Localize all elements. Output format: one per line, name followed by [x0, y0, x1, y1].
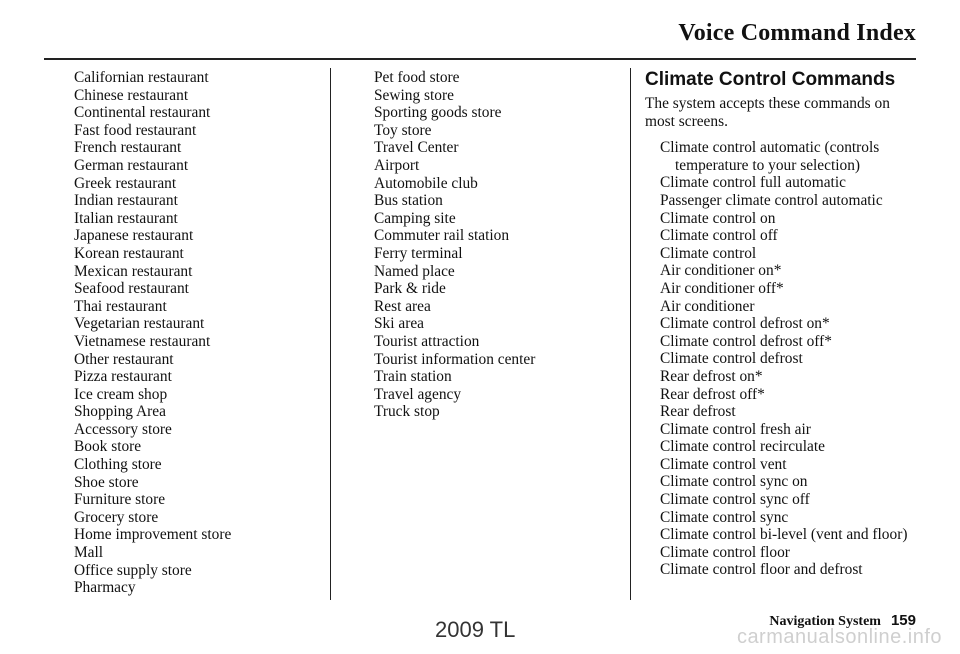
- model-watermark: 2009 TL: [435, 617, 516, 642]
- list-item: Bus station: [374, 192, 443, 210]
- command-item: Climate control sync on: [660, 473, 808, 491]
- poi-list-column-2: [374, 69, 624, 421]
- column-divider-2: [630, 68, 631, 600]
- list-item: Vietnamese restaurant: [74, 332, 211, 350]
- list-item: Pharmacy: [74, 579, 136, 597]
- list-item: Tourist information center: [374, 350, 536, 368]
- climate-command-list: [645, 139, 935, 579]
- list-item: Ski area: [374, 315, 424, 333]
- command-item: Air conditioner on*: [660, 262, 782, 280]
- command-item: Climate control off: [660, 227, 778, 245]
- list-item: Commuter rail station: [374, 227, 510, 245]
- command-item: Climate control fresh air: [660, 420, 811, 438]
- list-item: Indian restaurant: [74, 192, 178, 210]
- command-item: Climate control on: [660, 209, 776, 227]
- list-item: Travel agency: [374, 385, 462, 403]
- list-item: Vegetarian restaurant: [74, 315, 205, 333]
- column-divider-1: [330, 68, 331, 600]
- list-item: Greek restaurant: [74, 174, 177, 192]
- list-item: Book store: [74, 438, 142, 456]
- command-item: Climate control floor: [660, 543, 790, 561]
- list-item: Travel Center: [374, 139, 459, 157]
- poi-list-column-1: [74, 69, 324, 597]
- command-item: Climate control vent: [660, 455, 787, 473]
- list-item: Japanese restaurant: [74, 227, 194, 245]
- list-item: Thai restaurant: [74, 297, 167, 315]
- list-item: Seafood restaurant: [74, 280, 189, 298]
- list-item: Airport: [374, 156, 420, 174]
- list-item: Pizza restaurant: [74, 368, 172, 386]
- command-item: Climate control defrost: [660, 350, 803, 368]
- list-item: Ice cream shop: [74, 385, 168, 403]
- page-header-title: Voice Command Index: [678, 20, 916, 46]
- command-item: Climate control sync off: [660, 491, 810, 509]
- list-item: Pet food store: [374, 69, 460, 86]
- command-item: Air conditioner off*: [660, 279, 784, 297]
- list-item: Sewing store: [374, 86, 454, 104]
- list-item: Mall: [74, 544, 104, 562]
- list-item: Chinese restaurant: [74, 86, 189, 104]
- list-item: Automobile club: [374, 174, 478, 192]
- page-number: 159: [890, 612, 916, 629]
- list-item: Ferry terminal: [374, 244, 463, 262]
- command-item: Passenger climate control automatic: [660, 191, 883, 209]
- list-item: Accessory store: [74, 420, 172, 438]
- list-item: Italian restaurant: [74, 209, 178, 227]
- list-item: Fast food restaurant: [74, 121, 197, 139]
- list-item: Train station: [374, 368, 452, 386]
- list-item: Korean restaurant: [74, 244, 184, 262]
- command-item: Climate control full automatic: [660, 174, 846, 192]
- climate-section: [645, 69, 935, 579]
- site-watermark: carmanualsonline.info: [736, 626, 942, 648]
- list-item: Sporting goods store: [374, 104, 502, 122]
- command-item: Climate control defrost off*: [660, 332, 832, 350]
- list-item: Shopping Area: [74, 403, 166, 421]
- command-item: Climate control bi-level (vent and floor): [660, 526, 908, 544]
- list-item: Truck stop: [374, 403, 440, 421]
- list-item: Shoe store: [74, 473, 139, 491]
- list-item: Other restaurant: [74, 350, 174, 368]
- footer-section-name: Navigation System: [769, 614, 881, 629]
- command-item: Rear defrost: [660, 403, 736, 421]
- command-item: Rear defrost off*: [660, 385, 765, 403]
- list-item: Home improvement store: [74, 526, 232, 544]
- command-item: Air conditioner: [660, 297, 755, 315]
- header-rule: [44, 58, 916, 60]
- section-title: Climate Control Commands: [645, 69, 896, 90]
- command-item: Climate control defrost on*: [660, 315, 830, 333]
- list-item: Rest area: [374, 297, 431, 315]
- list-item: Camping site: [374, 209, 456, 227]
- list-item: Toy store: [374, 121, 432, 139]
- list-item: Park & ride: [374, 280, 446, 298]
- list-item: Clothing store: [74, 456, 162, 474]
- command-item: Climate control: [660, 244, 757, 262]
- command-item: Climate control recirculate: [660, 438, 825, 456]
- section-intro: The system accepts these commands on most screens.: [645, 95, 890, 130]
- command-item: Climate control automatic (controls temperature to your selection): [660, 139, 880, 174]
- list-item: Named place: [374, 262, 455, 280]
- list-item: German restaurant: [74, 156, 189, 174]
- list-item: Mexican restaurant: [74, 262, 193, 280]
- list-item: Office supply store: [74, 561, 192, 579]
- command-item: Climate control floor and defrost: [660, 561, 863, 579]
- list-item: Grocery store: [74, 508, 159, 526]
- list-item: Californian restaurant: [74, 69, 209, 86]
- command-item: Climate control sync: [660, 508, 789, 526]
- list-item: French restaurant: [74, 139, 182, 157]
- list-item: Tourist attraction: [374, 332, 480, 350]
- command-item: Rear defrost on*: [660, 367, 763, 385]
- list-item: Furniture store: [74, 491, 166, 509]
- list-item: Continental restaurant: [74, 104, 211, 122]
